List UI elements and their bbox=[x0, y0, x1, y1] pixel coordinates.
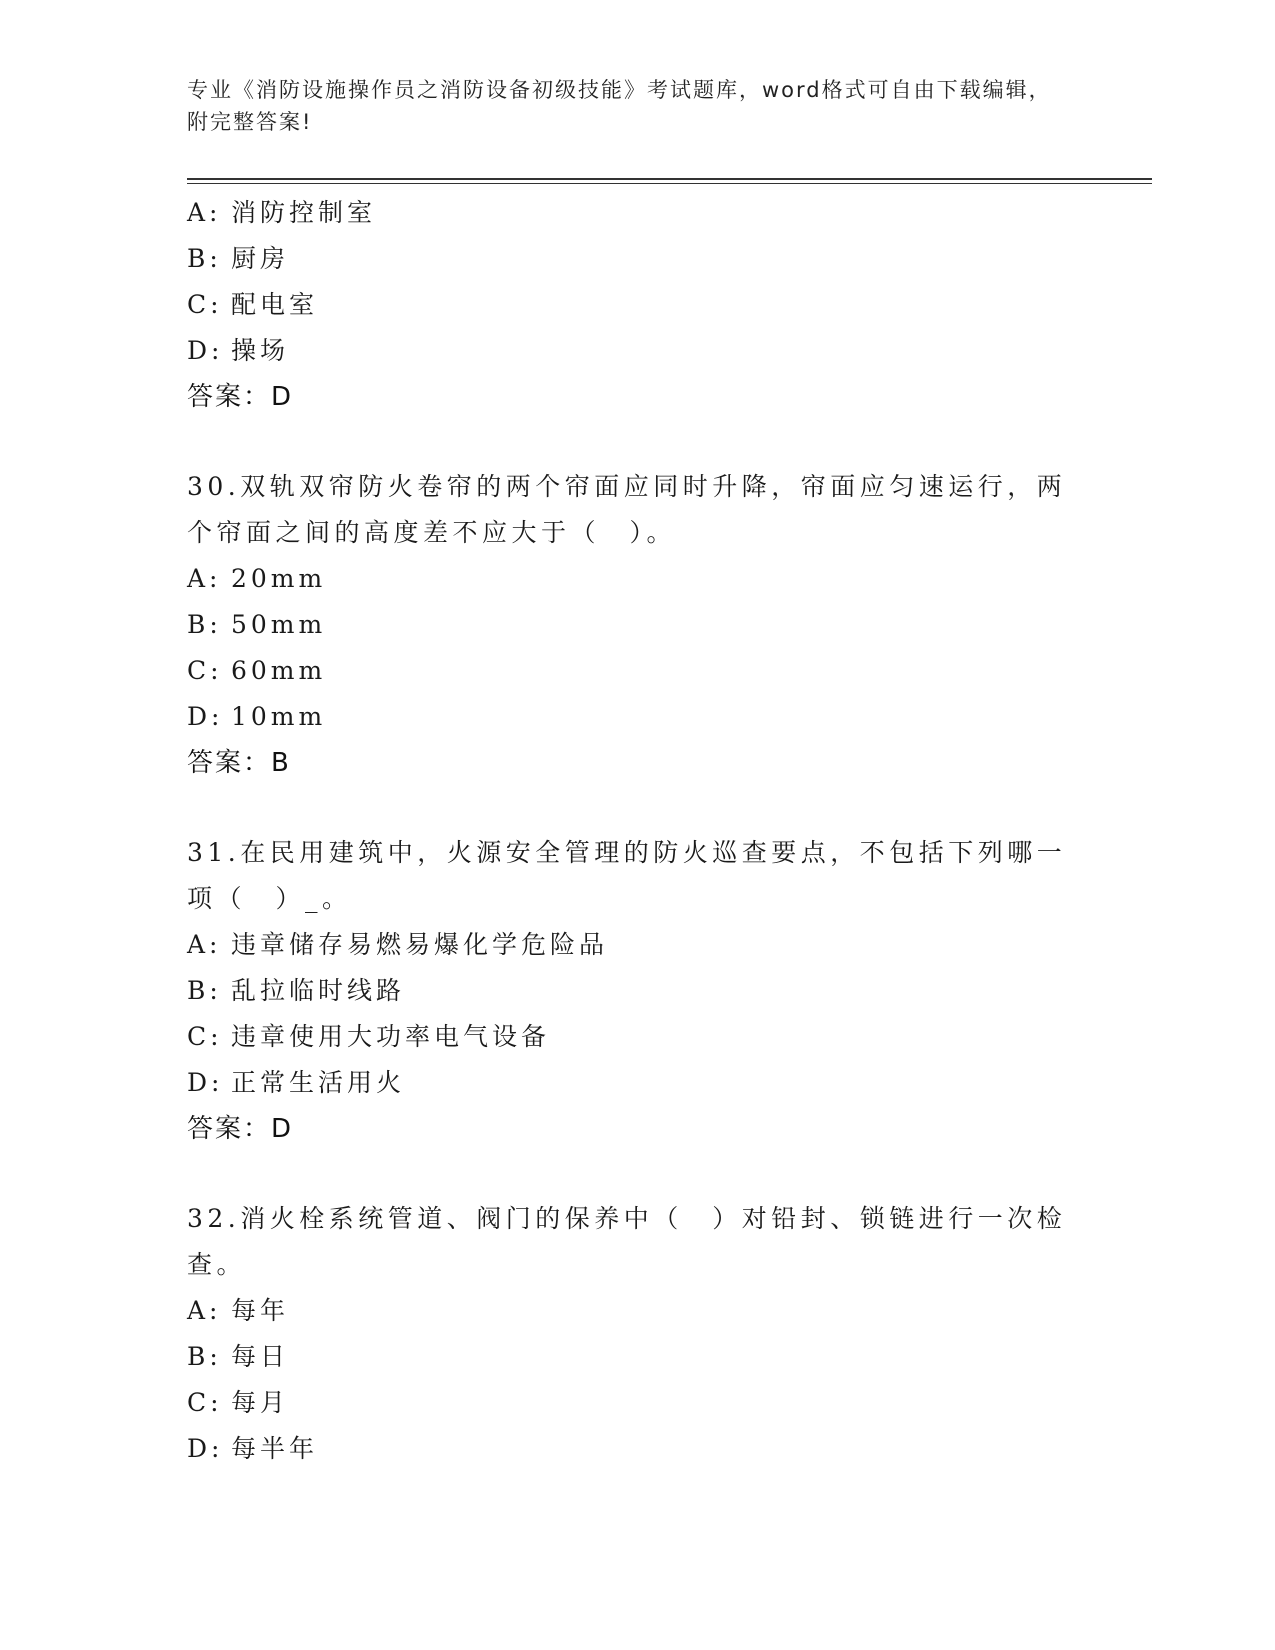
option-key: D: bbox=[187, 336, 224, 365]
question-29-tail bbox=[187, 190, 1087, 420]
option-d bbox=[187, 328, 1087, 374]
option-text: 每月 bbox=[231, 1388, 290, 1417]
option-key: B: bbox=[187, 1342, 222, 1371]
spacer bbox=[187, 786, 1087, 830]
spacer bbox=[187, 420, 1087, 464]
option-d bbox=[187, 1060, 1087, 1106]
option-c bbox=[187, 1380, 1087, 1426]
option-key: C: bbox=[187, 656, 223, 685]
answer-line: 答案：B bbox=[187, 748, 291, 778]
option-a bbox=[187, 556, 1087, 602]
option-text: 每半年 bbox=[231, 1434, 319, 1463]
option-text: 20mm bbox=[231, 564, 327, 593]
option-text: 操场 bbox=[231, 336, 290, 365]
document-header: 专业《消防设施操作员之消防设备初级技能》考试题库，word格式可自由下载编辑，附完整答案! bbox=[187, 78, 1052, 134]
answer-line: 答案：D bbox=[187, 382, 294, 412]
option-text: 每日 bbox=[231, 1342, 290, 1371]
header-divider-thin bbox=[187, 183, 1152, 184]
option-b bbox=[187, 968, 1087, 1014]
question-stem: 32.消火栓系统管道、阀门的保养中（ ）对铅封、锁链进行一次检查。 bbox=[187, 1204, 1067, 1279]
answer-line: 答案：D bbox=[187, 1114, 294, 1144]
option-a bbox=[187, 922, 1087, 968]
question-stem: 30.双轨双帘防火卷帘的两个帘面应同时升降，帘面应匀速运行，两个帘面之间的高度差不应大于（ ）。 bbox=[187, 472, 1067, 547]
option-key: D: bbox=[187, 1434, 224, 1463]
option-key: A: bbox=[187, 564, 222, 593]
option-key: B: bbox=[187, 610, 222, 639]
option-key: C: bbox=[187, 1022, 223, 1051]
question-31 bbox=[187, 830, 1087, 1152]
option-text: 消防控制室 bbox=[231, 198, 377, 227]
option-text: 每年 bbox=[231, 1296, 290, 1325]
option-text: 乱拉临时线路 bbox=[231, 976, 406, 1005]
option-c bbox=[187, 282, 1087, 328]
option-a bbox=[187, 1288, 1087, 1334]
option-c bbox=[187, 1014, 1087, 1060]
option-a bbox=[187, 190, 1087, 236]
option-key: D: bbox=[187, 702, 224, 731]
option-text: 10mm bbox=[231, 702, 327, 731]
option-b bbox=[187, 236, 1087, 282]
option-key: D: bbox=[187, 1068, 224, 1097]
option-text: 违章使用大功率电气设备 bbox=[231, 1022, 551, 1051]
option-key: A: bbox=[187, 198, 222, 227]
question-list bbox=[187, 190, 1087, 1472]
option-key: B: bbox=[187, 244, 222, 273]
option-d bbox=[187, 694, 1087, 740]
spacer bbox=[187, 1152, 1087, 1196]
option-b bbox=[187, 1334, 1087, 1380]
question-stem: 31.在民用建筑中，火源安全管理的防火巡查要点，不包括下列哪一项（ ）_。 bbox=[187, 838, 1067, 913]
option-c bbox=[187, 648, 1087, 694]
option-key: C: bbox=[187, 290, 223, 319]
option-key: C: bbox=[187, 1388, 223, 1417]
option-key: B: bbox=[187, 976, 222, 1005]
option-text: 正常生活用火 bbox=[231, 1068, 406, 1097]
option-b bbox=[187, 602, 1087, 648]
option-key: A: bbox=[187, 930, 222, 959]
option-key: A: bbox=[187, 1296, 222, 1325]
option-d bbox=[187, 1426, 1087, 1472]
question-30 bbox=[187, 464, 1087, 786]
option-text: 50mm bbox=[231, 610, 327, 639]
header-divider-thick bbox=[187, 178, 1152, 180]
option-text: 配电室 bbox=[231, 290, 319, 319]
option-text: 60mm bbox=[231, 656, 327, 685]
option-text: 违章储存易燃易爆化学危险品 bbox=[231, 930, 609, 959]
question-32 bbox=[187, 1196, 1087, 1472]
option-text: 厨房 bbox=[231, 244, 290, 273]
